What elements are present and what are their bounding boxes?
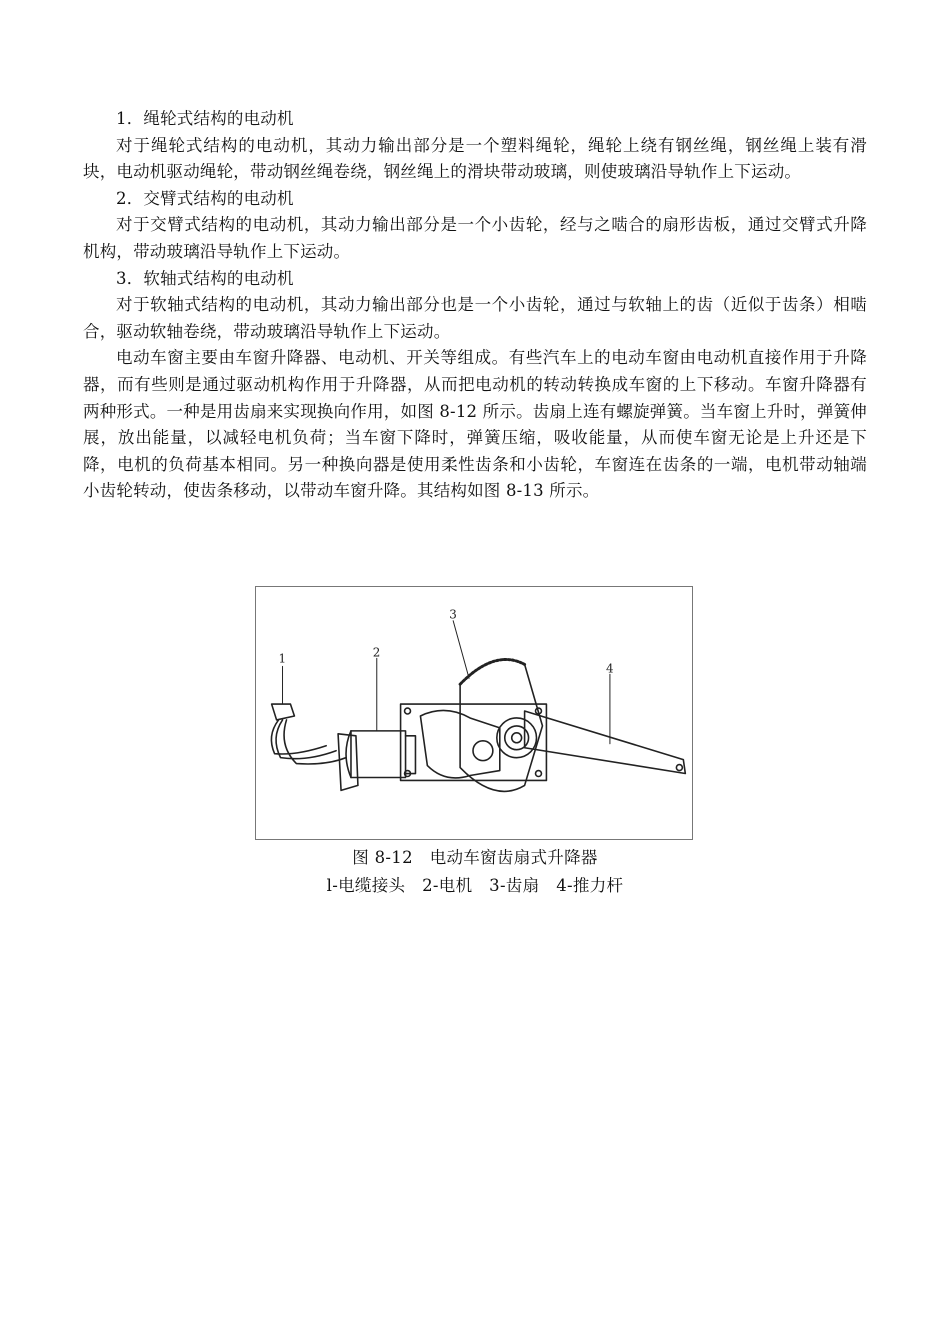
output-gear-shaft bbox=[512, 733, 522, 743]
regulator-drawing bbox=[256, 587, 692, 839]
push-rod bbox=[525, 711, 686, 774]
label-3: 3 bbox=[449, 607, 457, 622]
output-gear bbox=[497, 718, 537, 758]
figure-caption-title: 图 8-12 电动车窗齿扇式升降器 bbox=[352, 848, 598, 867]
leader-line-3 bbox=[453, 621, 469, 679]
paragraph-rope-wheel: 对于绳轮式结构的电动机，其动力输出部分是一个塑料绳轮，绳轮上绕有钢丝绳，钢丝绳上装有滑块，电动机驱动绳轮，带动钢丝绳卷绕，钢丝绳上的滑块带动玻璃，则使玻璃沿导轨作上下运动。 bbox=[83, 135, 867, 182]
cable-connector bbox=[272, 704, 295, 720]
heading-rope-wheel: 1．绳轮式结构的电动机 bbox=[116, 109, 294, 128]
heading-cross-arm: 2．交臂式结构的电动机 bbox=[116, 188, 294, 208]
worm-gear bbox=[473, 741, 493, 761]
paragraph-flexible-shaft: 对于软轴式结构的电动机，其动力输出部分也是一个小齿轮，通过与软轴上的齿（近似于齿条）相啮合，驱动软轴卷绕，带动玻璃沿导轨作上下运动。 bbox=[83, 295, 867, 341]
sector-gear-teeth bbox=[460, 660, 524, 685]
label-4: 4 bbox=[605, 661, 614, 676]
motor-flange bbox=[406, 736, 416, 774]
paragraph-window-regulator: 电动车窗主要由车窗升降器、电动机、开关等组成。有些汽车上的电动车窗由电动机直接作用于升降器，而有些则是通过驱动机构作用于升降器，从而把电动机的转动转换成车窗的上下移动。车窗升降器有两种形式。一种是用齿扇来实现换向作用，如图 8-12 所示。齿扇上连有螺旋弹簧。当车窗上升时，弹簧伸展，放出能量，以减轻电机负荷；当车窗下降时，弹簧压缩，吸收能量，从而使车窗无论是上升还是下降，电机的负荷基本相同。另一种换向器是使用柔性齿条和小齿轮，车窗连在齿条的一端，电机带动轴端小齿轮转动，使齿条移动，以带动车窗升降。其结构如图 8-13 所示。 bbox=[83, 348, 867, 501]
plate-bolt bbox=[536, 771, 542, 777]
label-1: 1 bbox=[278, 651, 287, 666]
label-2: 2 bbox=[372, 645, 381, 660]
plate-bolt bbox=[405, 708, 411, 714]
figure-caption-parts: l-电缆接头 2-电机 3-齿扇 4-推力杆 bbox=[326, 876, 624, 895]
motor-body bbox=[351, 731, 406, 778]
heading-flexible-shaft: 3．软轴式结构的电动机 bbox=[116, 268, 294, 288]
document-body bbox=[83, 106, 867, 505]
figure-sector-gear-regulator bbox=[255, 586, 693, 840]
push-rod-pivot bbox=[676, 765, 682, 771]
paragraph-cross-arm: 对于交臂式结构的电动机，其动力输出部分是一个小齿轮，经与之啮合的扇形齿板，通过交臂式升降机构，带动玻璃沿导轨作上下运动。 bbox=[83, 215, 867, 261]
